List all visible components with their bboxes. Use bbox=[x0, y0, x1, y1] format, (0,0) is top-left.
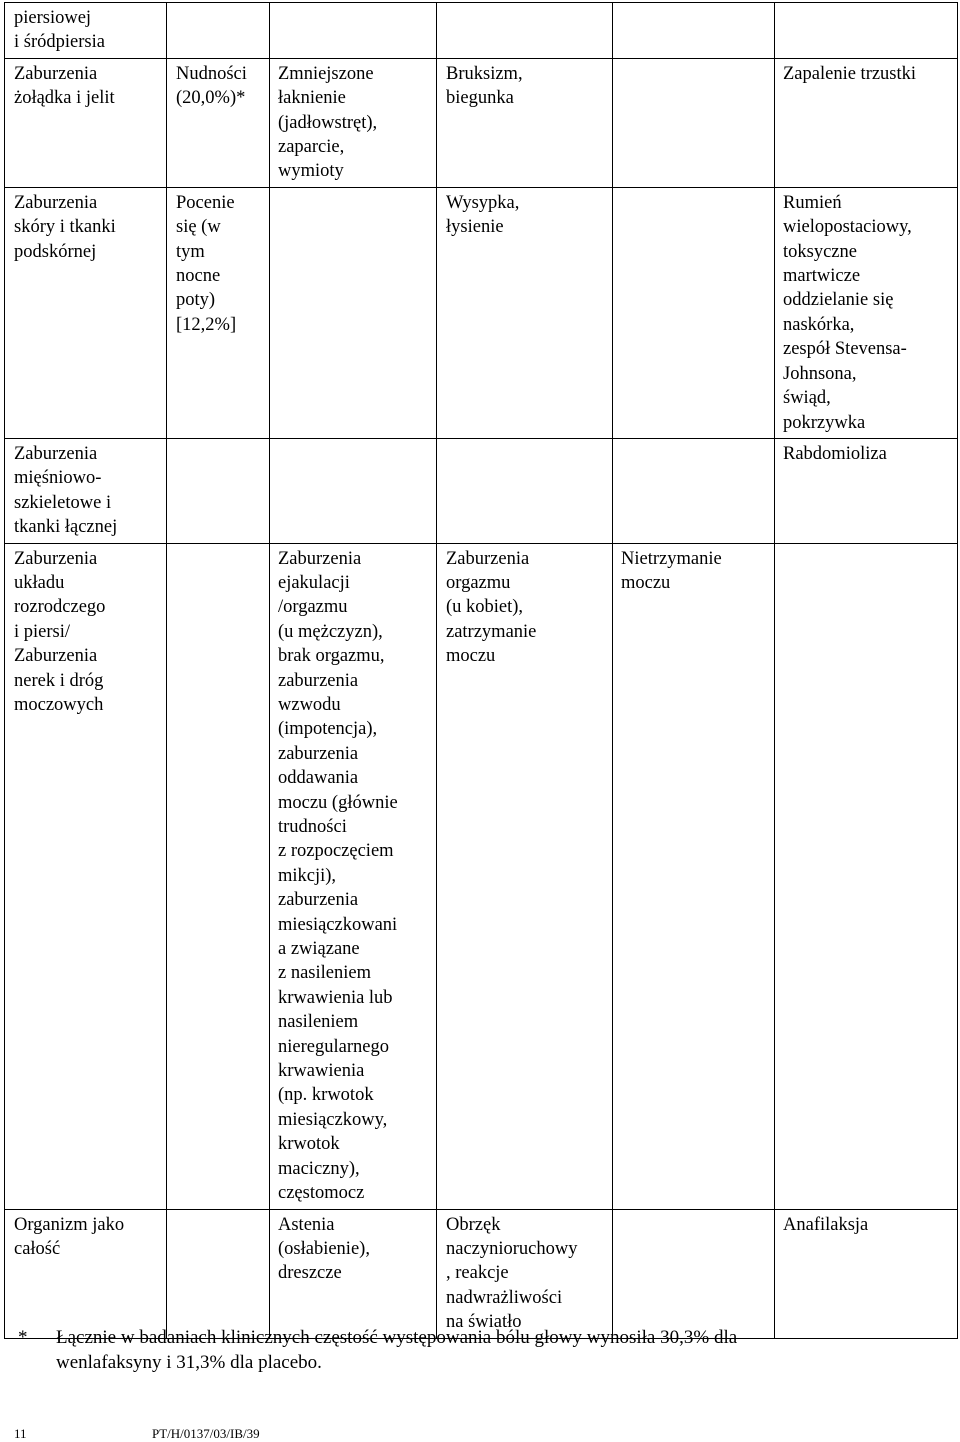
table-row bbox=[5, 438, 958, 543]
frequency-cell-very-common: Nudności (20,0%)* bbox=[167, 58, 270, 187]
frequency-cell-common: Astenia (osłabienie), dreszcze bbox=[270, 1209, 437, 1338]
table-row bbox=[5, 1209, 958, 1338]
system-organ-class-cell: Zaburzenia mięśniowo- szkieletowe i tkanki łącznej bbox=[5, 438, 167, 543]
table-row bbox=[5, 187, 958, 438]
adverse-reactions-table bbox=[4, 2, 958, 1339]
frequency-cell-rare bbox=[613, 187, 775, 438]
frequency-cell-uncommon: Zaburzenia orgazmu (u kobiet), zatrzymanie moczu bbox=[437, 543, 613, 1209]
frequency-cell-common bbox=[270, 3, 437, 59]
frequency-cell-rare bbox=[613, 438, 775, 543]
frequency-cell-common: Zaburzenia ejakulacji /orgazmu (u mężczyzn), brak orgazmu, zaburzenia wzwodu (impotencja), zaburzenia oddawania moczu (głównie trudności z rozpoczęciem mikcji), zaburzenia miesiączkowani a związane z nasileniem krwawienia lub nasileniem nieregularnego krwawienia (np. krwotok miesiączkowy, krwotok maciczny), częstomocz bbox=[270, 543, 437, 1209]
frequency-cell-common bbox=[270, 438, 437, 543]
frequency-cell-very-common: Pocenie się (w tym nocne poty) [12,2%] bbox=[167, 187, 270, 438]
frequency-cell-rare bbox=[613, 3, 775, 59]
footnote-mark: * bbox=[18, 1327, 28, 1348]
frequency-cell-very-rare: Rabdomioliza bbox=[775, 438, 958, 543]
table-row bbox=[5, 3, 958, 59]
frequency-cell-very-common bbox=[167, 543, 270, 1209]
frequency-cell-rare bbox=[613, 58, 775, 187]
frequency-cell-very-rare: Rumień wielopostaciowy, toksyczne martwicze oddzielanie się naskórka, zespół Stevensa- Johnsona, świąd, pokrzywka bbox=[775, 187, 958, 438]
frequency-cell-uncommon bbox=[437, 438, 613, 543]
frequency-cell-common: Zmniejszone łaknienie (jadłowstręt), zaparcie, wymioty bbox=[270, 58, 437, 187]
table-row bbox=[5, 58, 958, 187]
system-organ-class-cell: Zaburzenia układu rozrodczego i piersi/ Zaburzenia nerek i dróg moczowych bbox=[5, 543, 167, 1209]
frequency-cell-rare bbox=[613, 1209, 775, 1338]
frequency-cell-common bbox=[270, 187, 437, 438]
frequency-cell-very-rare: Zapalenie trzustki bbox=[775, 58, 958, 187]
page-number: 11 bbox=[14, 1426, 27, 1441]
frequency-cell-uncommon: Bruksizm, biegunka bbox=[437, 58, 613, 187]
document-code: PT/H/0137/03/IB/39 bbox=[152, 1426, 260, 1441]
frequency-cell-uncommon: Obrzęk naczynioruchowy , reakcje nadwrażliwości na światło bbox=[437, 1209, 613, 1338]
system-organ-class-cell: Zaburzenia skóry i tkanki podskórnej bbox=[5, 187, 167, 438]
system-organ-class-cell: piersiowej i śródpiersia bbox=[5, 3, 167, 59]
frequency-cell-very-rare bbox=[775, 543, 958, 1209]
frequency-cell-very-common bbox=[167, 438, 270, 543]
system-organ-class-cell: Organizm jako całość bbox=[5, 1209, 167, 1338]
frequency-cell-very-common bbox=[167, 1209, 270, 1338]
table-row bbox=[5, 543, 958, 1209]
system-organ-class-cell: Zaburzenia żołądka i jelit bbox=[5, 58, 167, 187]
frequency-cell-very-common bbox=[167, 3, 270, 59]
frequency-cell-very-rare bbox=[775, 3, 958, 59]
frequency-cell-uncommon: Wysypka, łysienie bbox=[437, 187, 613, 438]
frequency-cell-very-rare: Anafilaksja bbox=[775, 1209, 958, 1338]
frequency-cell-rare: Nietrzymanie moczu bbox=[613, 543, 775, 1209]
frequency-cell-uncommon bbox=[437, 3, 613, 59]
footnote-text: Łącznie w badaniach klinicznych częstość występowania bólu głowy wynosiła 30,3% dla wenlafaksyny i 31,3% dla placebo. bbox=[56, 1327, 738, 1373]
